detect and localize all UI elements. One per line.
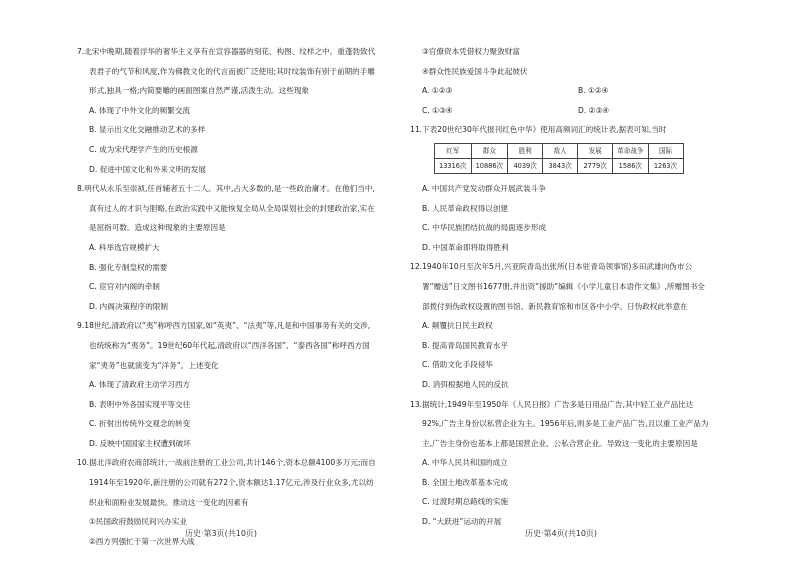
question-9 (77, 316, 377, 453)
table-cell: 10886次 (471, 158, 508, 173)
table-cell: 1586次 (613, 158, 648, 173)
question-stem: 9.18世纪,清政府以“夷”称呼西方国家,如“英夷”、“法夷”等,凡是和中国事务有关的交涉,也统统称为“夷务”。19世纪60年代起,清政府以“西洋各国”、“泰西各国”称呼西方国家“夷务”也就演变为“洋务”。上述变化 (77, 321, 371, 370)
table-cell: 3843次 (543, 158, 578, 173)
option-row (410, 81, 710, 101)
option-b: B. 表明中外各国实现平等交往 (89, 399, 191, 409)
option-d: D. 内阁决策程序的限制 (89, 301, 169, 311)
option-c: C. 折射出传统外交观念的转变 (89, 419, 191, 429)
statement-item: ③官僚资本凭借权力聚敛财富 (422, 47, 520, 56)
option-a: A. 颠覆抗日民主政权 (422, 321, 493, 331)
option-b: B. 强化专制皇权的需要 (89, 262, 168, 272)
option-b: B. 全国土地改革基本完成 (422, 477, 508, 487)
word-frequency-table (434, 143, 684, 174)
option-b: B. 显示出文化交融推动艺术的多样 (89, 125, 206, 135)
option-a: A. 中国共产党发动群众开展武装斗争 (422, 183, 546, 193)
table-row (435, 158, 684, 173)
page-footer: 历史·第3页(共10页) (185, 529, 258, 538)
option-b: B. ①②④ (578, 86, 609, 96)
page-footer: 历史·第4页(共10页) (525, 529, 598, 538)
question-stem: 11.下表20世纪30年代报刊红色中华》使用高频词汇的统计表,据表可知,当时 (410, 125, 667, 135)
question-stem: 10.据北洋政府农商部统计,一战前注册的工业公司,共计146个,资本总额4100多万元;而自1914年至1920年,新注册的公司就有272个,资本额达1.17亿元,涉及行业众多,尤以纺织业和面粉业发展最快。推动这一变化的因素有 (77, 458, 376, 507)
option-a: A. 中华人民共和国的成立 (422, 458, 508, 468)
option-a: A. 科举选官规模扩大 (89, 242, 160, 252)
table-cell: 1263次 (648, 158, 683, 173)
option-c: C. 成为宋代理学产生的历史根源 (89, 144, 198, 154)
question-7 (77, 42, 377, 179)
table-header-cell: 群众 (471, 143, 508, 158)
option-d: D. 促进中国文化和外来文明的发展 (89, 164, 206, 174)
option-b: B. 人民革命政权得以创建 (422, 203, 508, 213)
question-stem: 7.北宋中晚期,随着浮华的奢华主义享有在宣容器器的刻花、构图、纹样之中。重蓬勃致代表君子的气节和风度,作为佛教文化的代言而被广泛使用;其时纹装饰有别于前期的手雕形式,独具一格;内简要雕的画面图案自然严谨,活泼生动。这些现象 (77, 47, 376, 96)
option-d: D. 消弭根据地人民的反抗 (422, 379, 509, 389)
option-d: D. 中国革命即将取得胜利 (422, 242, 509, 252)
table-header-cell: 革命战争 (613, 143, 648, 158)
table-header-cell: 红军 (435, 143, 472, 158)
option-c: C. 借助文化手段侵华 (422, 360, 493, 370)
option-b: B. 提高青岛国民教育水平 (422, 340, 508, 350)
option-row (410, 101, 710, 121)
question-8 (77, 179, 377, 316)
statement-item: ①民国政府鼓励民间兴办实业 (89, 517, 187, 527)
question-column-left (77, 42, 377, 551)
table-header-cell: 发展 (578, 143, 613, 158)
table-cell: 4039次 (508, 158, 543, 173)
question-stem: 12.1940年10月至次年5月,兴亚院青岛出张所(日本驻青岛领事馆)多田武雄向伪市公署“赠送”日文图书1677册,并出资“援助”编辑《小学儿童日本语作文集》,所赠图书全部拨付到伪政权设置的图书馆、新民教育馆和市区各中小学。日伪政权此举意在 (410, 262, 705, 311)
question-12 (410, 257, 710, 394)
statement-item: ②西方列强忙于第一次世界大战 (89, 536, 195, 546)
statement-item: ④群众性民族爱国斗争此起彼伏 (422, 66, 528, 76)
table-header-cell: 敌人 (543, 143, 578, 158)
table-header-cell: 胜利 (508, 143, 543, 158)
table-header-row (435, 143, 684, 158)
table-cell: 2779次 (578, 158, 613, 173)
option-c: C. 过渡时期总路线的实施 (422, 497, 509, 507)
exam-page-right (397, 0, 794, 562)
table-header-cell: 国际 (648, 143, 683, 158)
option-a: A. 体现了清政府主动学习西方 (89, 380, 191, 390)
option-a: A. 体现了中外文化的频繁交流 (89, 105, 191, 115)
table-cell: 13316次 (435, 158, 472, 173)
option-c: C. 宦官对内阁的牵制 (89, 282, 160, 292)
option-d: D. ②③④ (578, 105, 610, 115)
question-stem: 8.明代从永乐至崇祯,任首辅者五十二人。其中,占大多数的,是一些政治庸才。在他们当中,真有过人的才识与胆略,在政治实践中又能恢复全局从全局谋划社会的封建政治家,实在是屈指可数。造成这种现象的主要原因是 (77, 184, 375, 233)
question-11 (410, 120, 710, 257)
option-d: D. 反映中国国家主权遭到破坏 (89, 438, 191, 448)
option-c: C. ①③④ (422, 105, 453, 115)
question-13 (410, 395, 710, 532)
option-a: A. ①②③ (422, 86, 453, 96)
question-column-right (410, 42, 710, 532)
question-10-continued (410, 42, 710, 120)
option-d: D. “大跃进”运动的开展 (422, 517, 502, 527)
question-stem: 13.据统计,1949年至1950年《人民日报》广告多是日用品广告,其中轻工业产品比达92%,广告主身份以私营企业为主。1956年后,则多是工业产品广告,且以重工业产品为主,广告主身份也基本上都是国营企业、公私合营企业。导致这一变化的主要原因是 (410, 399, 709, 448)
option-c: C. 中华民族团结抗战的局面逐步形成 (422, 223, 547, 233)
